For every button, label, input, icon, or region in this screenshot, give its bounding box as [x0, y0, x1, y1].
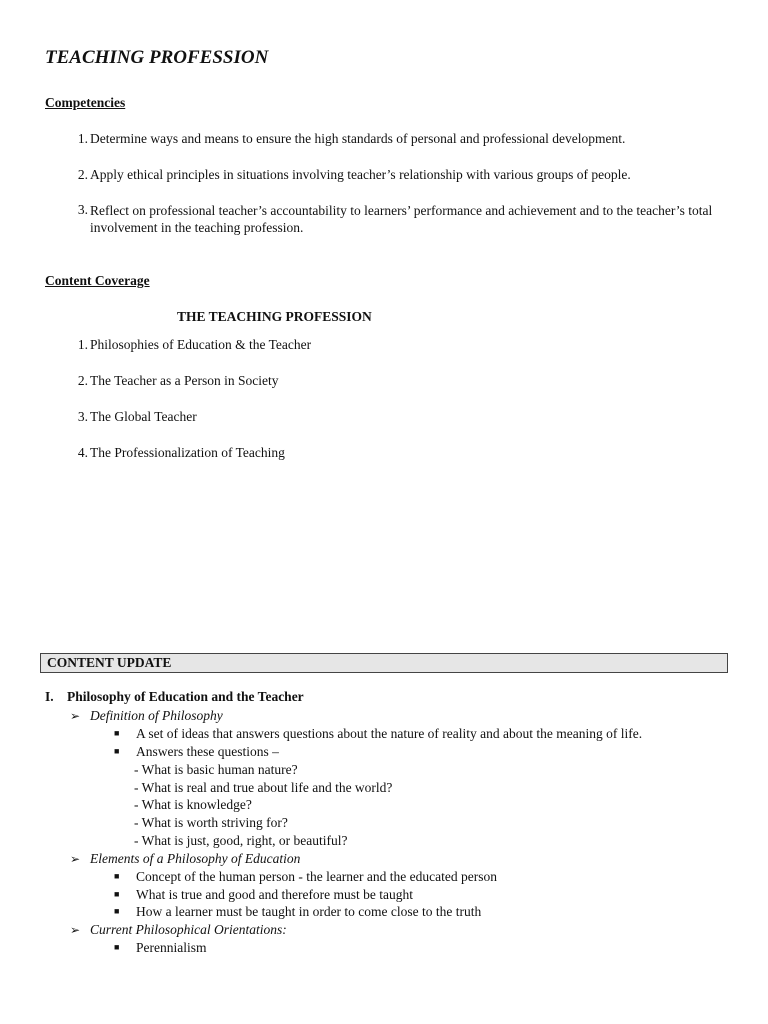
competency-item: [66, 202, 713, 235]
coverage-item: [66, 409, 197, 425]
list-number: 1.: [77, 131, 88, 146]
subsection-definition: [70, 708, 223, 724]
bullet-text: How a learner must be taught in order to come close to the truth: [136, 904, 482, 919]
bullet-text: Answers these questions –: [136, 744, 279, 759]
question-item: - What is just, good, right, or beautiful?: [134, 833, 348, 848]
square-bullet-icon: ■: [114, 871, 120, 881]
question-text: What is real and true about life and the world?: [141, 780, 393, 795]
subsection-title: Current Philosophical Orientations:: [90, 922, 287, 937]
bullet-text: What is true and good and therefore must be taught: [136, 887, 414, 902]
arrow-bullet-icon: ➢: [70, 709, 81, 723]
subsection-elements: [70, 851, 300, 867]
list-number: 4.: [77, 445, 88, 460]
square-bullet-icon: ■: [114, 889, 120, 899]
question-item: - What is worth striving for?: [134, 815, 288, 830]
list-text: Philosophies of Education & the Teacher: [90, 337, 312, 352]
list-text: Apply ethical principles in situations involving teacher’s relationship with various groups of people.: [90, 167, 631, 182]
list-text: Determine ways and means to ensure the high standards of personal and professional development.: [90, 131, 626, 146]
list-number: 2.: [77, 167, 88, 182]
bullet-item: [114, 869, 497, 885]
bullet-item: [114, 887, 413, 903]
list-text: Reflect on professional teacher’s accountability to learners’ performance and achievement and to the teacher’s total involvement in the teaching profession.: [90, 203, 713, 235]
bullet-item: [114, 726, 642, 742]
coverage-item: [66, 337, 312, 353]
document-title: TEACHING PROFESSION: [45, 47, 269, 68]
competency-item: [66, 131, 626, 147]
arrow-bullet-icon: ➢: [70, 852, 81, 866]
content-coverage-heading: Content Coverage: [45, 273, 150, 288]
list-text: The Teacher as a Person in Society: [90, 373, 279, 388]
list-text: The Professionalization of Teaching: [90, 445, 285, 460]
coverage-subtitle: THE TEACHING PROFESSION: [177, 309, 372, 324]
competencies-heading: Competencies: [45, 95, 126, 110]
coverage-item: [66, 373, 279, 389]
question-text: What is knowledge?: [141, 797, 252, 812]
question-text: What is just, good, right, or beautiful?: [141, 833, 348, 848]
subsection-title: Elements of a Philosophy of Education: [90, 851, 301, 866]
bullet-text: Concept of the human person - the learner and the educated person: [136, 869, 497, 884]
square-bullet-icon: ■: [114, 942, 120, 952]
competency-item: [66, 167, 631, 183]
bullet-text: A set of ideas that answers questions about the nature of reality and about the meaning of life.: [136, 726, 643, 741]
content-update-box: [40, 653, 728, 673]
bullet-text: Perennialism: [136, 940, 207, 955]
question-text: What is worth striving for?: [141, 815, 288, 830]
question-item: - What is knowledge?: [134, 797, 252, 812]
bullet-item: [114, 744, 279, 760]
question-text: What is basic human nature?: [141, 762, 298, 777]
square-bullet-icon: ■: [114, 728, 120, 738]
question-item: - What is real and true about life and the world?: [134, 780, 393, 795]
question-item: - What is basic human nature?: [134, 762, 298, 777]
subsection-orientations: [70, 922, 287, 938]
bullet-item: [114, 904, 481, 920]
square-bullet-icon: ■: [114, 906, 120, 916]
list-text: The Global Teacher: [90, 409, 197, 424]
list-number: 2.: [77, 373, 88, 388]
list-number: 3.: [77, 409, 88, 424]
coverage-item: [66, 445, 285, 461]
section-heading: [45, 689, 304, 705]
subsection-title: Definition of Philosophy: [90, 708, 223, 723]
section-title: Philosophy of Education and the Teacher: [67, 689, 304, 704]
section-numeral: I.: [45, 689, 54, 704]
list-number: 3.: [77, 202, 88, 217]
bullet-item: [114, 940, 207, 956]
arrow-bullet-icon: ➢: [70, 923, 81, 937]
content-update-label: CONTENT UPDATE: [47, 655, 172, 670]
list-number: 1.: [77, 337, 88, 352]
square-bullet-icon: ■: [114, 746, 120, 756]
